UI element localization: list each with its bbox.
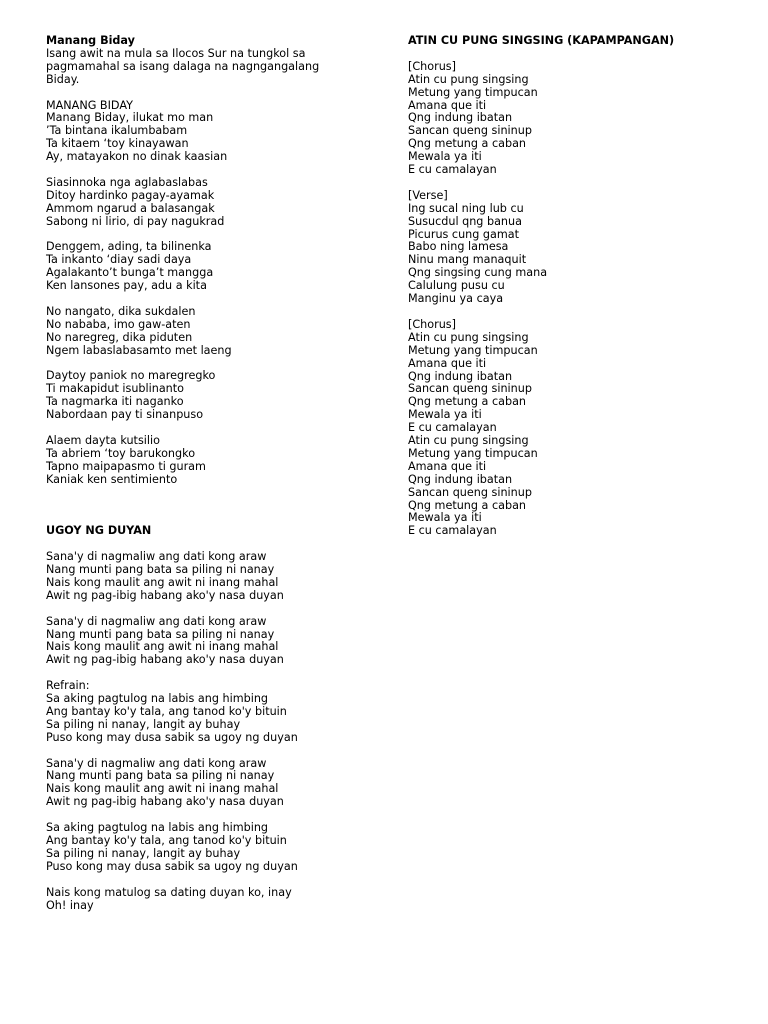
lyric-line: Daytoy paniok no maregregko: [46, 369, 216, 383]
lyric-line: E cu camalayan: [408, 421, 497, 435]
lyric-line: Qng singsing cung mana: [408, 266, 548, 280]
stanza: [46, 551, 376, 603]
lyric-line: Awit ng pag-ibig habang ako'y nasa duyan: [46, 588, 284, 602]
lyric-line: Ken lansones pay, adu a kita: [46, 279, 207, 293]
lyric-line: Sana'y di nagmaliw ang dati kong araw: [46, 756, 267, 770]
lyric-line: Tapno maipapasmo ti guram: [46, 459, 206, 473]
lyric-line: Metung yang timpucan: [408, 343, 538, 357]
stanza: [408, 61, 748, 177]
lyric-line: Amana que iti: [408, 356, 487, 370]
lyric-line: Nais kong matulog sa dating duyan ko, inay: [46, 885, 292, 899]
lyric-line: Calulung pusu cu: [408, 279, 505, 293]
lyric-line: Ngem labaslabasamto met laeng: [46, 343, 232, 357]
lyric-line: E cu camalayan: [408, 524, 497, 538]
lyric-line: Nais kong maulit ang awit ni inang mahal: [46, 640, 279, 654]
lyric-line: Sabong ni lirio, di pay nagukrad: [46, 214, 225, 228]
stanza: [46, 306, 376, 358]
stanza: [408, 190, 748, 306]
manang-biday-title: Manang Biday: [46, 34, 135, 47]
stanza: [46, 435, 376, 487]
stanza: [46, 680, 376, 745]
lyric-line: Nais kong maulit ang awit ni inang mahal: [46, 575, 279, 589]
lyric-line: Qng metung a caban: [408, 498, 527, 512]
lyric-line: Sancan queng sininup: [408, 124, 532, 138]
stanza: [46, 616, 376, 668]
lyric-line: Atin cu pung singsing: [408, 330, 529, 344]
lyric-line: Nais kong maulit ang awit ni inang mahal: [46, 782, 279, 796]
manang-biday-lyrics: [46, 100, 376, 487]
ugoy-ng-duyan-title: UGOY NG DUYAN: [46, 524, 152, 538]
lyric-line: Sa aking pagtulog na labis ang himbing: [46, 821, 269, 835]
lyric-line: Mewala ya iti: [408, 511, 482, 525]
stanza: [46, 758, 376, 810]
lyric-line: ’Ta bintana ikalumbabam: [46, 124, 188, 138]
stanza: [46, 100, 376, 165]
lyric-line: No nangato, dika sukdalen: [46, 304, 196, 318]
lyric-line: No naregreg, dika piduten: [46, 330, 193, 344]
lyric-line: Picurus cung gamat: [408, 227, 520, 241]
lyric-line: Awit ng pag-ibig habang ako'y nasa duyan: [46, 653, 284, 667]
stanza: [46, 822, 376, 874]
lyric-line: Alaem dayta kutsilio: [46, 434, 160, 447]
lyric-line: Babo ning lamesa: [408, 240, 509, 254]
lyric-line: Ing sucal ning lub cu: [408, 201, 524, 215]
lyric-line: Ay, matayakon no dinak kaasian: [46, 150, 228, 164]
lyric-line: Oh! inay: [46, 898, 94, 912]
intro-line: Biday.: [46, 72, 80, 86]
lyric-line: Puso kong may dusa sabik sa ugoy ng duyan: [46, 730, 298, 744]
lyric-line: Sa aking pagtulog na labis ang himbing: [46, 692, 269, 706]
lyric-line: Ti makapidut isublinanto: [46, 382, 185, 396]
intro-line: pagmamahal sa isang dalaga na nagngangalang: [46, 59, 320, 73]
lyric-line: Ammom ngarud a balasangak: [46, 201, 215, 215]
lyric-line: Ta inkanto ‘diay sadi daya: [46, 253, 192, 267]
lyric-line: Amana que iti: [408, 98, 487, 112]
lyric-line: Mewala ya iti: [408, 408, 482, 422]
lyric-line: Manang Biday, ilukat mo man: [46, 111, 214, 125]
lyric-line: Ninu mang manaquit: [408, 253, 527, 267]
stanza: [46, 177, 376, 229]
lyric-line: Sa piling ni nanay, langit ay buhay: [46, 846, 241, 860]
lyric-line: Qng indung ibatan: [408, 111, 513, 125]
lyric-line: Puso kong may dusa sabik sa ugoy ng duyan: [46, 859, 298, 873]
lyric-line: [Chorus]: [408, 317, 456, 331]
stanza: [46, 887, 376, 913]
lyric-line: E cu camalayan: [408, 163, 497, 177]
right-column: [408, 35, 748, 538]
lyric-line: Refrain:: [46, 679, 90, 693]
lyric-line: Awit ng pag-ibig habang ako'y nasa duyan: [46, 795, 284, 809]
lyric-line: Denggem, ading, ta bilinenka: [46, 240, 212, 254]
lyric-line: Ta kitaem ‘toy kinayawan: [46, 137, 189, 151]
lyric-line: Metung yang timpucan: [408, 85, 538, 99]
stanza: [46, 241, 376, 293]
intro-line: Isang awit na mula sa Ilocos Sur na tungkol sa: [46, 46, 306, 60]
lyric-line: Qng indung ibatan: [408, 369, 513, 383]
lyric-line: No nababa, imo gaw-aten: [46, 317, 191, 331]
lyric-line: Ang bantay ko'y tala, ang tanod ko'y bituin: [46, 833, 287, 847]
lyric-line: Siasinnoka nga aglabaslabas: [46, 175, 208, 189]
lyric-line: Sana'y di nagmaliw ang dati kong araw: [46, 614, 267, 628]
lyric-line: Mewala ya iti: [408, 150, 482, 164]
lyric-line: Ditoy hardinko pagay-ayamak: [46, 188, 215, 202]
lyric-line: Atin cu pung singsing: [408, 434, 529, 448]
lyric-line: Ang bantay ko'y tala, ang tanod ko'y bituin: [46, 704, 287, 718]
lyric-line: Sancan queng sininup: [408, 382, 532, 396]
lyric-line: MANANG BIDAY: [46, 98, 133, 112]
lyric-line: [Verse]: [408, 188, 448, 202]
lyric-line: Atin cu pung singsing: [408, 72, 529, 86]
atin-cu-pung-singsing-title: ATIN CU PUNG SINGSING (KAPAMPANGAN): [408, 34, 675, 47]
stanza: [408, 319, 748, 538]
lyric-line: Agalakanto’t bunga’t mangga: [46, 266, 214, 280]
lyric-line: Nang munti pang bata sa piling ni nanay: [46, 769, 275, 783]
stanza: [46, 370, 376, 422]
lyric-line: Sa piling ni nanay, langit ay buhay: [46, 717, 241, 731]
atin-cu-pung-singsing-lyrics: [408, 61, 748, 539]
lyric-line: Nang munti pang bata sa piling ni nanay: [46, 627, 275, 641]
lyric-line: Metung yang timpucan: [408, 446, 538, 460]
lyric-line: Qng metung a caban: [408, 395, 527, 409]
left-column: [46, 35, 376, 912]
lyric-line: Qng indung ibatan: [408, 472, 513, 486]
lyric-line: Susucdul qng banua: [408, 214, 522, 228]
lyric-line: Amana que iti: [408, 459, 487, 473]
lyric-line: Sancan queng sininup: [408, 485, 532, 499]
lyric-line: Nabordaan pay ti sinanpuso: [46, 408, 204, 422]
lyric-line: Ta abriem ‘toy barukongko: [46, 446, 196, 460]
lyric-line: Sana'y di nagmaliw ang dati kong araw: [46, 550, 267, 564]
lyric-line: Kaniak ken sentimiento: [46, 472, 178, 486]
lyric-line: Ta nagmarka iti naganko: [46, 395, 184, 409]
lyric-line: Manginu ya caya: [408, 292, 504, 306]
ugoy-ng-duyan-lyrics: [46, 551, 376, 912]
lyric-line: Nang munti pang bata sa piling ni nanay: [46, 563, 275, 577]
lyric-line: [Chorus]: [408, 59, 456, 73]
lyric-line: Qng metung a caban: [408, 137, 527, 151]
